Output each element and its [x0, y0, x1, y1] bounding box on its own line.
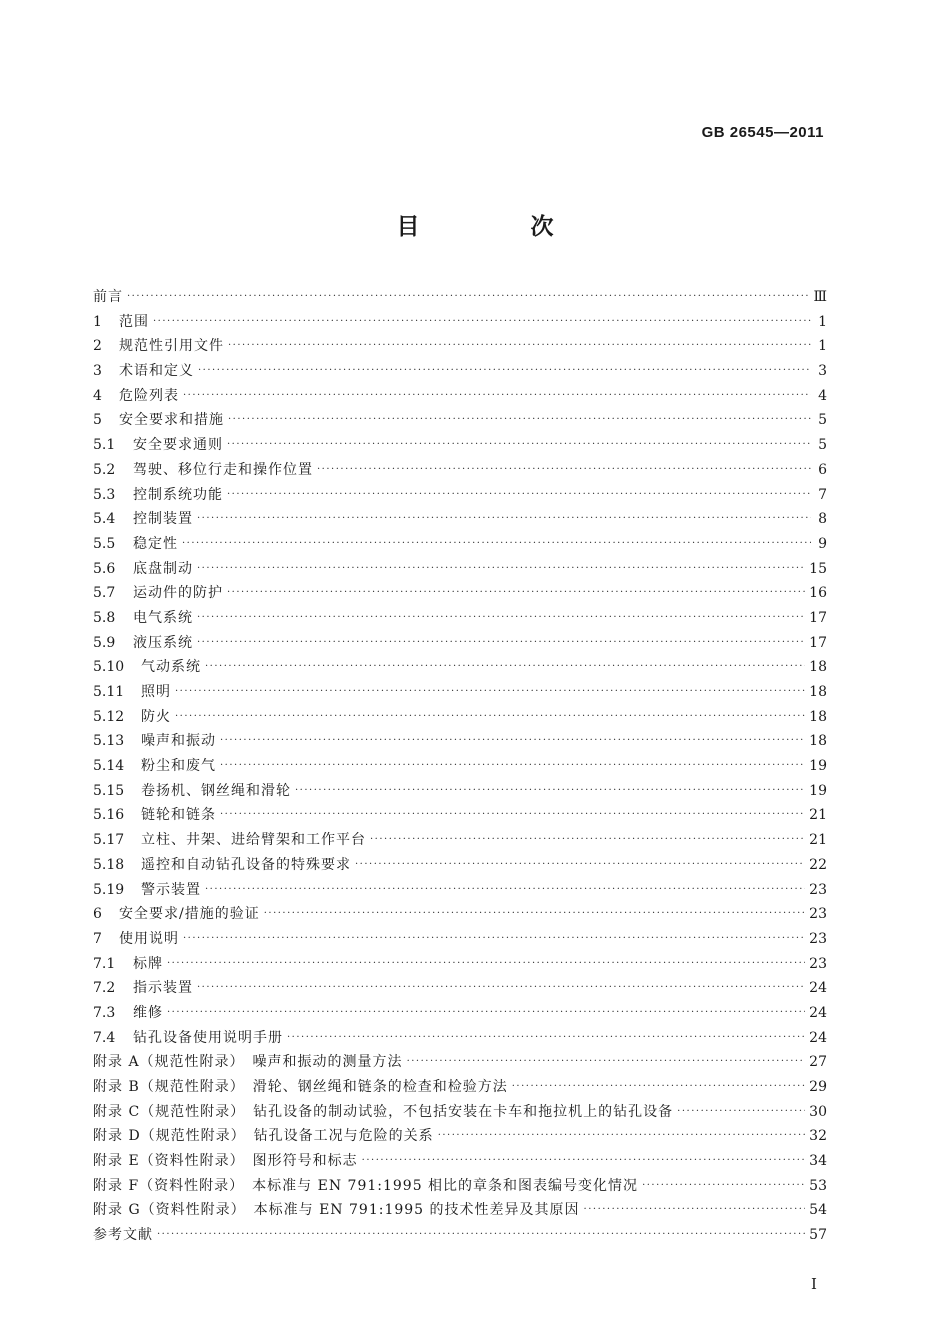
toc-entry-page: 54: [809, 1202, 827, 1219]
toc-entry-label: 附录 C（规范性附录） 钻孔设备的制动试验，不包括安装在卡车和拖拉机上的钻孔设备: [93, 1103, 674, 1120]
toc-entry-label: 控制装置: [133, 511, 193, 528]
toc-entry-page: 23: [809, 906, 827, 923]
toc-entry-page: 53: [809, 1177, 827, 1194]
toc-entry-page: 21: [809, 807, 827, 824]
toc-entry-label: 附录 D（规范性附录） 钻孔设备工况与危险的关系: [93, 1128, 434, 1145]
toc-leader-dots: [205, 884, 805, 895]
toc-leader-dots: [227, 439, 811, 450]
toc-entry-label: 电气系统: [133, 609, 193, 626]
standard-code: GB 26545—2011: [701, 124, 824, 141]
toc-entry-label: 安全要求通则: [133, 437, 223, 454]
toc-entry-page: 23: [809, 881, 827, 898]
toc-entry-label: 范围: [119, 313, 149, 330]
toc-entry-page: 9: [818, 535, 827, 552]
toc-leader-dots: [197, 612, 805, 623]
toc-entry-label: 指示装置: [133, 980, 193, 997]
toc-entry-number: 5.3: [93, 486, 116, 503]
toc-leader-dots: [264, 908, 805, 919]
toc-entry[interactable]: [93, 1002, 827, 1027]
toc-leader-dots: [197, 982, 805, 993]
toc-entry-label: 钻孔设备使用说明手册: [133, 1029, 283, 1046]
toc-entry-label: 控制系统功能: [133, 486, 223, 503]
toc-leader-dots: [677, 1106, 805, 1117]
toc-entry-page: 1: [818, 313, 827, 330]
toc-entry[interactable]: [93, 558, 827, 583]
toc-leader-dots: [295, 785, 805, 796]
toc-entry-label: 安全要求和措施: [119, 412, 224, 429]
toc-leader-dots: [228, 340, 811, 351]
toc-entry-label: 照明: [141, 684, 171, 700]
toc-entry[interactable]: [93, 632, 827, 657]
toc-entry-label: 附录 A（规范性附录） 噪声和振动的测量方法: [93, 1054, 403, 1071]
toc-entry-label: 运动件的防护: [133, 585, 223, 602]
toc-entry-number: 5.17: [93, 832, 125, 849]
toc-entry[interactable]: [93, 1150, 827, 1175]
toc-entry-label: 标牌: [133, 955, 163, 972]
toc-entry[interactable]: [93, 409, 827, 434]
toc-entry-number: 4: [93, 387, 102, 404]
toc-entry-page: 23: [809, 930, 827, 947]
toc-leader-dots: [205, 661, 805, 672]
toc-entry-page: 4: [818, 387, 827, 404]
toc-entry-label: 附录 G（资料性附录） 本标准与 EN 791:1995 的技术性差异及其原因: [93, 1202, 580, 1219]
toc-leader-dots: [175, 686, 805, 697]
toc-entry-number: 5.5: [93, 535, 116, 552]
toc-entry-page: 57: [809, 1227, 827, 1244]
toc-entry[interactable]: [93, 755, 827, 780]
toc-entry-label: 维修: [133, 1004, 163, 1021]
toc-leader-dots: [197, 513, 811, 524]
toc-entry-label: 参考文献: [93, 1227, 153, 1244]
toc-entry-label: 液压系统: [133, 634, 193, 651]
toc-entry[interactable]: [93, 1175, 827, 1200]
toc-entry-number: 2: [93, 338, 102, 355]
toc-entry-page: 8: [818, 511, 827, 528]
toc-entry[interactable]: [93, 1076, 827, 1101]
toc-entry[interactable]: [93, 286, 827, 311]
toc-leader-dots: [167, 958, 805, 969]
toc-entry[interactable]: [93, 385, 827, 410]
toc-entry[interactable]: [93, 1101, 827, 1126]
toc-entry-number: 7.3: [93, 1004, 116, 1021]
toc-entry-page: 21: [809, 832, 827, 849]
toc-leader-dots: [228, 414, 811, 425]
toc-entry-number: 7.1: [93, 955, 116, 972]
toc-leader-dots: [183, 933, 805, 944]
toc-entry[interactable]: [93, 706, 827, 731]
toc-entry[interactable]: [93, 311, 827, 336]
toc-entry-label: 遥控和自动钻孔设备的特殊要求: [141, 856, 351, 873]
toc-entry-page: 22: [809, 856, 827, 873]
toc-entry[interactable]: [93, 1051, 827, 1076]
toc-leader-dots: [355, 859, 805, 870]
toc-entry-page: 18: [809, 659, 827, 676]
toc-leader-dots: [317, 464, 811, 475]
toc-leader-dots: [407, 1056, 806, 1067]
toc-entry-number: 6: [93, 906, 102, 923]
toc-entry-label: 驾驶、移位行走和操作位置: [133, 461, 313, 478]
toc-entry[interactable]: [93, 459, 827, 484]
toc-entry-number: 5.6: [93, 560, 116, 577]
toc-entry-page: 34: [809, 1153, 827, 1170]
toc-entry-page: 24: [809, 1004, 827, 1021]
toc-entry-label: 规范性引用文件: [119, 338, 224, 355]
toc-entry-label: 危险列表: [119, 387, 179, 404]
toc-leader-dots: [197, 563, 805, 574]
toc-leader-dots: [182, 538, 811, 549]
toc-entry-number: 5.4: [93, 511, 116, 528]
table-of-contents: [93, 286, 827, 1249]
toc-entry-label: 防火: [141, 708, 171, 725]
toc-entry[interactable]: [93, 508, 827, 533]
toc-entry[interactable]: [93, 533, 827, 558]
toc-leader-dots: [220, 760, 805, 771]
toc-entry-page: 29: [809, 1079, 827, 1095]
toc-entry-label: 立柱、井架、进给臂架和工作平台: [141, 832, 366, 849]
toc-entry-number: 5.14: [93, 758, 125, 775]
toc-entry-number: 5.16: [93, 807, 125, 824]
toc-entry-page: Ⅲ: [813, 289, 827, 305]
toc-leader-dots: [183, 390, 811, 401]
toc-entry-label: 前言: [93, 289, 123, 305]
toc-entry-page: 3: [818, 363, 827, 380]
toc-entry-number: 5.1: [93, 437, 116, 454]
toc-entry-number: 5.11: [93, 684, 125, 700]
toc-entry-number: 5.18: [93, 856, 125, 873]
toc-entry-page: 17: [809, 609, 827, 626]
toc-entry-label: 附录 B（规范性附录） 滑轮、钢丝绳和链条的检查和检验方法: [93, 1079, 508, 1095]
toc-entry[interactable]: [93, 1027, 827, 1052]
toc-entry-page: 5: [818, 412, 827, 429]
toc-entry-number: 3: [93, 363, 102, 380]
toc-entry-page: 32: [809, 1128, 827, 1145]
toc-entry-page: 24: [809, 980, 827, 997]
toc-entry-label: 气动系统: [141, 659, 201, 676]
toc-entry-number: 5.8: [93, 609, 116, 626]
toc-entry-label: 底盘制动: [133, 560, 193, 577]
page-title: 目 次: [396, 214, 598, 240]
toc-entry-page: 18: [809, 684, 827, 700]
toc-leader-dots: [370, 834, 805, 845]
toc-leader-dots: [157, 1229, 805, 1240]
toc-entry[interactable]: [93, 730, 827, 755]
toc-entry-label: 附录 F（资料性附录） 本标准与 EN 791:1995 相比的章条和图表编号变化情况: [93, 1177, 639, 1194]
toc-entry[interactable]: [93, 484, 827, 509]
toc-entry[interactable]: [93, 953, 827, 978]
toc-entry-page: 1: [818, 338, 827, 355]
toc-leader-dots: [197, 637, 805, 648]
toc-leader-dots: [512, 1081, 805, 1092]
toc-entry[interactable]: [93, 335, 827, 360]
toc-entry-number: 5.2: [93, 461, 116, 478]
toc-leader-dots: [127, 291, 809, 302]
toc-entry[interactable]: [93, 582, 827, 607]
toc-entry-page: 5: [818, 437, 827, 454]
toc-entry-page: 18: [809, 708, 827, 725]
toc-leader-dots: [362, 1155, 806, 1166]
toc-entry-number: 5: [93, 412, 102, 429]
toc-leader-dots: [438, 1130, 805, 1141]
toc-entry[interactable]: [93, 903, 827, 928]
toc-entry[interactable]: [93, 829, 827, 854]
toc-entry-page: 15: [809, 560, 827, 577]
toc-entry-number: 1: [93, 313, 102, 330]
toc-entry-page: 17: [809, 634, 827, 651]
toc-entry[interactable]: [93, 879, 827, 904]
page-number: I: [811, 1275, 817, 1293]
toc-entry-number: 5.15: [93, 782, 125, 799]
toc-entry-number: 7.4: [93, 1029, 116, 1046]
toc-leader-dots: [227, 489, 811, 500]
toc-entry[interactable]: [93, 360, 827, 385]
toc-entry[interactable]: [93, 656, 827, 681]
toc-entry[interactable]: [93, 1125, 827, 1150]
toc-leader-dots: [642, 1180, 805, 1191]
toc-entry-label: 卷扬机、钢丝绳和滑轮: [141, 782, 291, 799]
toc-entry-page: 23: [809, 955, 827, 972]
toc-entry-label: 链轮和链条: [141, 807, 216, 824]
toc-entry-page: 16: [809, 585, 827, 602]
toc-entry[interactable]: [93, 977, 827, 1002]
toc-leader-dots: [220, 735, 805, 746]
toc-entry[interactable]: [93, 607, 827, 632]
toc-entry-label: 粉尘和废气: [141, 758, 216, 775]
toc-entry[interactable]: [93, 928, 827, 953]
toc-leader-dots: [227, 587, 805, 598]
toc-entry-page: 6: [818, 461, 827, 478]
toc-entry-label: 稳定性: [133, 535, 178, 552]
toc-leader-dots: [198, 365, 811, 376]
toc-entry[interactable]: [93, 1224, 827, 1249]
toc-leader-dots: [175, 711, 805, 722]
toc-entry-number: 5.10: [93, 659, 125, 676]
toc-entry[interactable]: [93, 780, 827, 805]
toc-entry-page: 27: [809, 1054, 827, 1071]
toc-entry-number: 7.2: [93, 980, 116, 997]
toc-entry[interactable]: [93, 434, 827, 459]
toc-entry-number: 7: [93, 930, 102, 947]
toc-entry-page: 19: [809, 758, 827, 775]
toc-entry[interactable]: [93, 854, 827, 879]
toc-entry-number: 5.7: [93, 585, 116, 602]
toc-entry-page: 19: [809, 782, 827, 799]
toc-entry-page: 30: [809, 1103, 827, 1120]
toc-leader-dots: [167, 1007, 805, 1018]
toc-entry-label: 安全要求/措施的验证: [119, 906, 260, 923]
toc-entry[interactable]: [93, 804, 827, 829]
toc-entry-number: 5.13: [93, 733, 125, 750]
toc-entry-page: 24: [809, 1029, 827, 1046]
toc-entry-label: 噪声和振动: [141, 733, 216, 750]
toc-entry-label: 使用说明: [119, 930, 179, 947]
toc-entry-number: 5.9: [93, 634, 116, 651]
toc-entry[interactable]: [93, 1199, 827, 1224]
toc-entry-label: 附录 E（资料性附录） 图形符号和标志: [93, 1153, 358, 1170]
toc-entry-number: 5.19: [93, 881, 125, 898]
toc-entry-page: 18: [809, 733, 827, 750]
toc-entry-number: 5.12: [93, 708, 125, 725]
toc-leader-dots: [584, 1204, 806, 1215]
toc-entry[interactable]: [93, 681, 827, 706]
toc-entry-page: 7: [818, 486, 827, 503]
toc-entry-label: 警示装置: [141, 881, 201, 898]
toc-leader-dots: [220, 809, 805, 820]
toc-leader-dots: [153, 316, 811, 327]
toc-leader-dots: [287, 1032, 805, 1043]
toc-entry-label: 术语和定义: [119, 363, 194, 380]
